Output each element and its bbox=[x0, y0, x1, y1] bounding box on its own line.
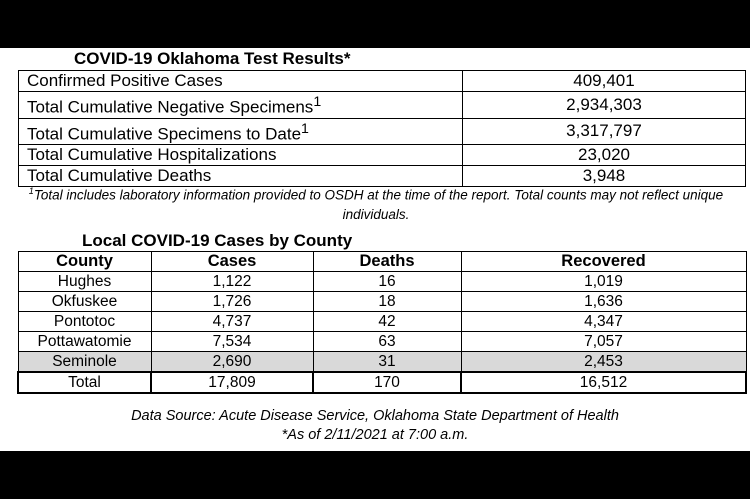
deaths-cell: 16 bbox=[313, 272, 461, 292]
row-label: Total Cumulative Hospitalizations bbox=[19, 145, 463, 166]
cases-cell: 4,737 bbox=[151, 312, 313, 332]
table-row bbox=[18, 272, 746, 292]
column-header: Deaths bbox=[313, 252, 461, 272]
table-row bbox=[19, 118, 746, 145]
total-recovered: 16,512 bbox=[461, 372, 746, 393]
report-sheet bbox=[0, 48, 750, 451]
recovered-cell: 7,057 bbox=[461, 332, 746, 352]
row-label: Total Cumulative Specimens to Date$^1$ bbox=[19, 118, 463, 145]
total-deaths: 170 bbox=[313, 372, 461, 393]
row-value: 409,401 bbox=[463, 71, 746, 92]
footnote bbox=[20, 182, 732, 224]
row-label: Total Cumulative Negative Specimens$^1$ bbox=[19, 92, 463, 119]
county-cell: Pottawatomie bbox=[18, 332, 151, 352]
county-cell: Seminole bbox=[18, 352, 151, 373]
row-value: 3,317,797 bbox=[463, 118, 746, 145]
row-value: 2,934,303 bbox=[463, 92, 746, 119]
recovered-cell: 1,636 bbox=[461, 292, 746, 312]
table-row bbox=[18, 332, 746, 352]
total-cases: 17,809 bbox=[151, 372, 313, 393]
table-row bbox=[19, 145, 746, 166]
county-cell: Hughes bbox=[18, 272, 151, 292]
deaths-cell: 63 bbox=[313, 332, 461, 352]
county-cell: Okfuskee bbox=[18, 292, 151, 312]
footnote-text: Total includes laboratory information provided to OSDH at the time of the report. Total counts may not reflect unique individuals. bbox=[33, 187, 724, 222]
recovered-cell: 4,347 bbox=[461, 312, 746, 332]
footnote-marker: 1 bbox=[313, 94, 322, 110]
footnote-marker: 1 bbox=[301, 120, 309, 137]
column-header: Cases bbox=[151, 252, 313, 272]
cases-cell: 1,122 bbox=[151, 272, 313, 292]
row-label: Confirmed Positive Cases bbox=[19, 71, 463, 92]
footnote-mark: 1 bbox=[28, 186, 34, 196]
cases-cell: 2,690 bbox=[151, 352, 313, 373]
as-of-line: *As of 2/11/2021 at 7:00 a.m. bbox=[281, 427, 469, 443]
table-row bbox=[19, 71, 746, 92]
column-header: Recovered bbox=[461, 252, 746, 272]
row-label: Total Cumulative Deaths bbox=[19, 166, 463, 187]
table-row bbox=[19, 92, 746, 119]
county-table bbox=[17, 251, 747, 394]
total-row bbox=[18, 372, 746, 393]
recovered-cell: 1,019 bbox=[461, 272, 746, 292]
column-header: County bbox=[18, 252, 151, 272]
cases-cell: 1,726 bbox=[151, 292, 313, 312]
recovered-cell: 2,453 bbox=[461, 352, 746, 373]
cases-cell: 7,534 bbox=[151, 332, 313, 352]
table-row bbox=[18, 312, 746, 332]
row-value: 23,020 bbox=[463, 145, 746, 166]
deaths-cell: 42 bbox=[313, 312, 461, 332]
table-row bbox=[18, 352, 746, 373]
test-results-title: COVID-19 Oklahoma Test Results* bbox=[74, 49, 351, 68]
deaths-cell: 18 bbox=[313, 292, 461, 312]
deaths-cell: 31 bbox=[313, 352, 461, 373]
header-row bbox=[18, 252, 746, 272]
table-row bbox=[18, 292, 746, 312]
data-source-line: Data Source: Acute Disease Service, Oklahoma State Department of Health bbox=[131, 408, 619, 424]
test-results-table bbox=[18, 70, 746, 187]
row-value: 3,948 bbox=[463, 166, 746, 187]
county-cell: Pontotoc bbox=[18, 312, 151, 332]
total-label: Total bbox=[18, 372, 151, 393]
county-table-title: Local COVID-19 Cases by County bbox=[82, 231, 353, 250]
